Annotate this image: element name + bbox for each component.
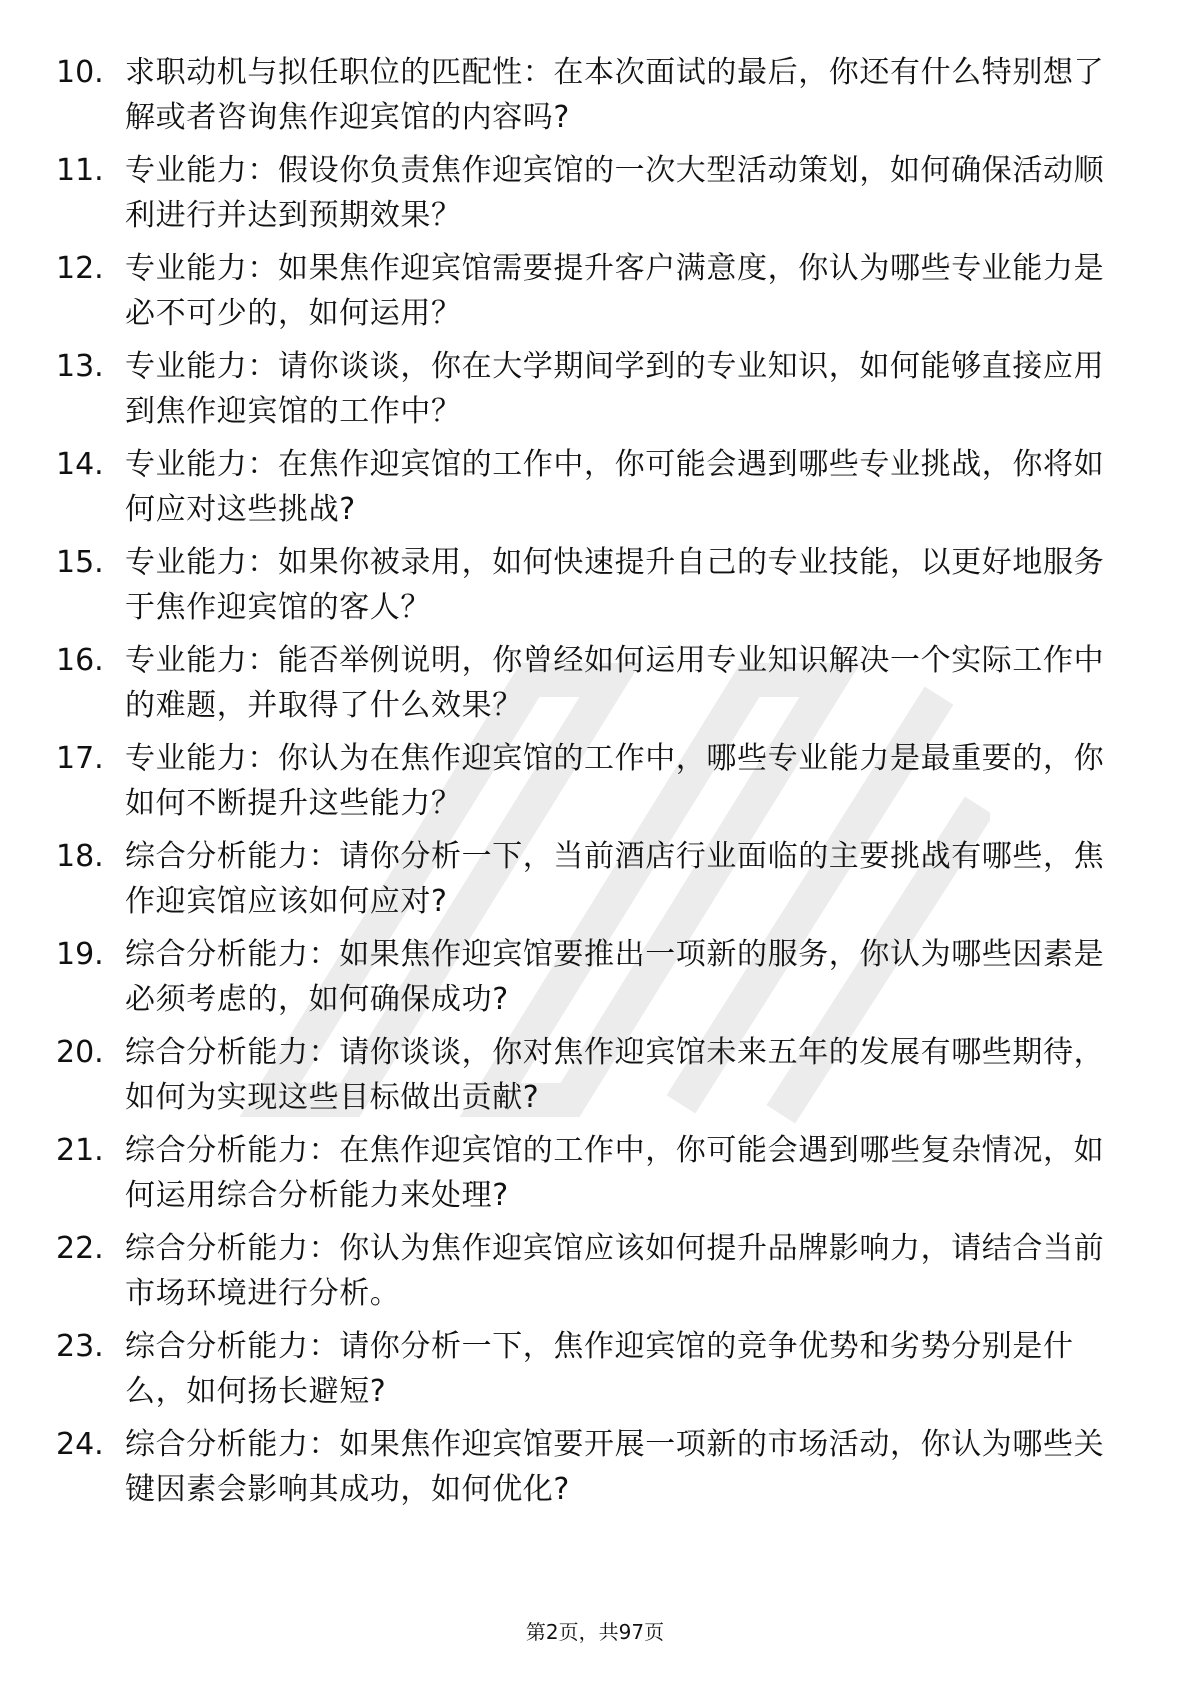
item-number: 10.	[56, 55, 104, 90]
item-text: 综合分析能力：请你分析一下，当前酒店行业面临的主要挑战有哪些，焦作迎宾馆应该如何应对?	[125, 839, 1105, 919]
question-list	[0, 50, 1190, 1520]
list-item	[0, 1324, 1190, 1422]
item-text: 综合分析能力：在焦作迎宾馆的工作中，你可能会遇到哪些复杂情况，如何运用综合分析能力来处理?	[125, 1133, 1105, 1213]
list-item	[0, 1030, 1190, 1128]
list-item	[0, 834, 1190, 932]
item-text: 专业能力：请你谈谈，你在大学期间学到的专业知识，如何能够直接应用到焦作迎宾馆的工作中？	[125, 349, 1105, 429]
item-number: 23.	[56, 1329, 104, 1364]
page-number: 第2页，共97页	[525, 1620, 665, 1644]
list-item	[0, 148, 1190, 246]
list-item	[0, 736, 1190, 834]
list-item	[0, 638, 1190, 736]
item-number: 12.	[56, 251, 104, 286]
list-item	[0, 1128, 1190, 1226]
item-text: 专业能力：如果你被录用，如何快速提升自己的专业技能，以更好地服务于焦作迎宾馆的客人？	[125, 545, 1105, 625]
item-number: 18.	[56, 839, 104, 874]
item-text: 综合分析能力：请你分析一下，焦作迎宾馆的竞争优势和劣势分别是什么，如何扬长避短?	[125, 1329, 1074, 1409]
list-item	[0, 246, 1190, 344]
list-item	[0, 1422, 1190, 1520]
page-footer	[0, 1618, 1190, 1646]
item-number: 21.	[56, 1133, 104, 1168]
item-number: 15.	[56, 545, 104, 580]
item-text: 综合分析能力：你认为焦作迎宾馆应该如何提升品牌影响力，请结合当前市场环境进行分析。	[125, 1231, 1105, 1311]
item-text: 求职动机与拟任职位的匹配性：在本次面试的最后，你还有什么特别想了解或者咨询焦作迎宾馆的内容吗?	[125, 55, 1105, 135]
item-text: 专业能力：能否举例说明，你曾经如何运用专业知识解决一个实际工作中的难题，并取得了什么效果？	[125, 643, 1105, 723]
item-number: 24.	[56, 1427, 104, 1462]
item-number: 16.	[56, 643, 104, 678]
item-text: 专业能力：假设你负责焦作迎宾馆的一次大型活动策划，如何确保活动顺利进行并达到预期效果？	[125, 153, 1105, 233]
item-text: 综合分析能力：如果焦作迎宾馆要开展一项新的市场活动，你认为哪些关键因素会影响其成功，如何优化?	[125, 1427, 1105, 1507]
list-item	[0, 344, 1190, 442]
list-item	[0, 50, 1190, 148]
item-number: 11.	[56, 153, 104, 188]
item-text: 专业能力：你认为在焦作迎宾馆的工作中，哪些专业能力是最重要的，你如何不断提升这些能力？	[125, 741, 1105, 821]
item-number: 20.	[56, 1035, 104, 1070]
item-text: 综合分析能力：如果焦作迎宾馆要推出一项新的服务，你认为哪些因素是必须考虑的，如何确保成功?	[125, 937, 1105, 1017]
list-item	[0, 442, 1190, 540]
item-text: 综合分析能力：请你谈谈，你对焦作迎宾馆未来五年的发展有哪些期待，如何为实现这些目标做出贡献?	[125, 1035, 1105, 1115]
item-number: 22.	[56, 1231, 104, 1266]
list-item	[0, 932, 1190, 1030]
item-text: 专业能力：如果焦作迎宾馆需要提升客户满意度，你认为哪些专业能力是必不可少的，如何运用？	[125, 251, 1105, 331]
list-item	[0, 1226, 1190, 1324]
item-text: 专业能力：在焦作迎宾馆的工作中，你可能会遇到哪些专业挑战，你将如何应对这些挑战?	[125, 447, 1105, 527]
item-number: 13.	[56, 349, 104, 384]
item-number: 17.	[56, 741, 104, 776]
item-number: 19.	[56, 937, 104, 972]
item-number: 14.	[56, 447, 104, 482]
list-item	[0, 540, 1190, 638]
